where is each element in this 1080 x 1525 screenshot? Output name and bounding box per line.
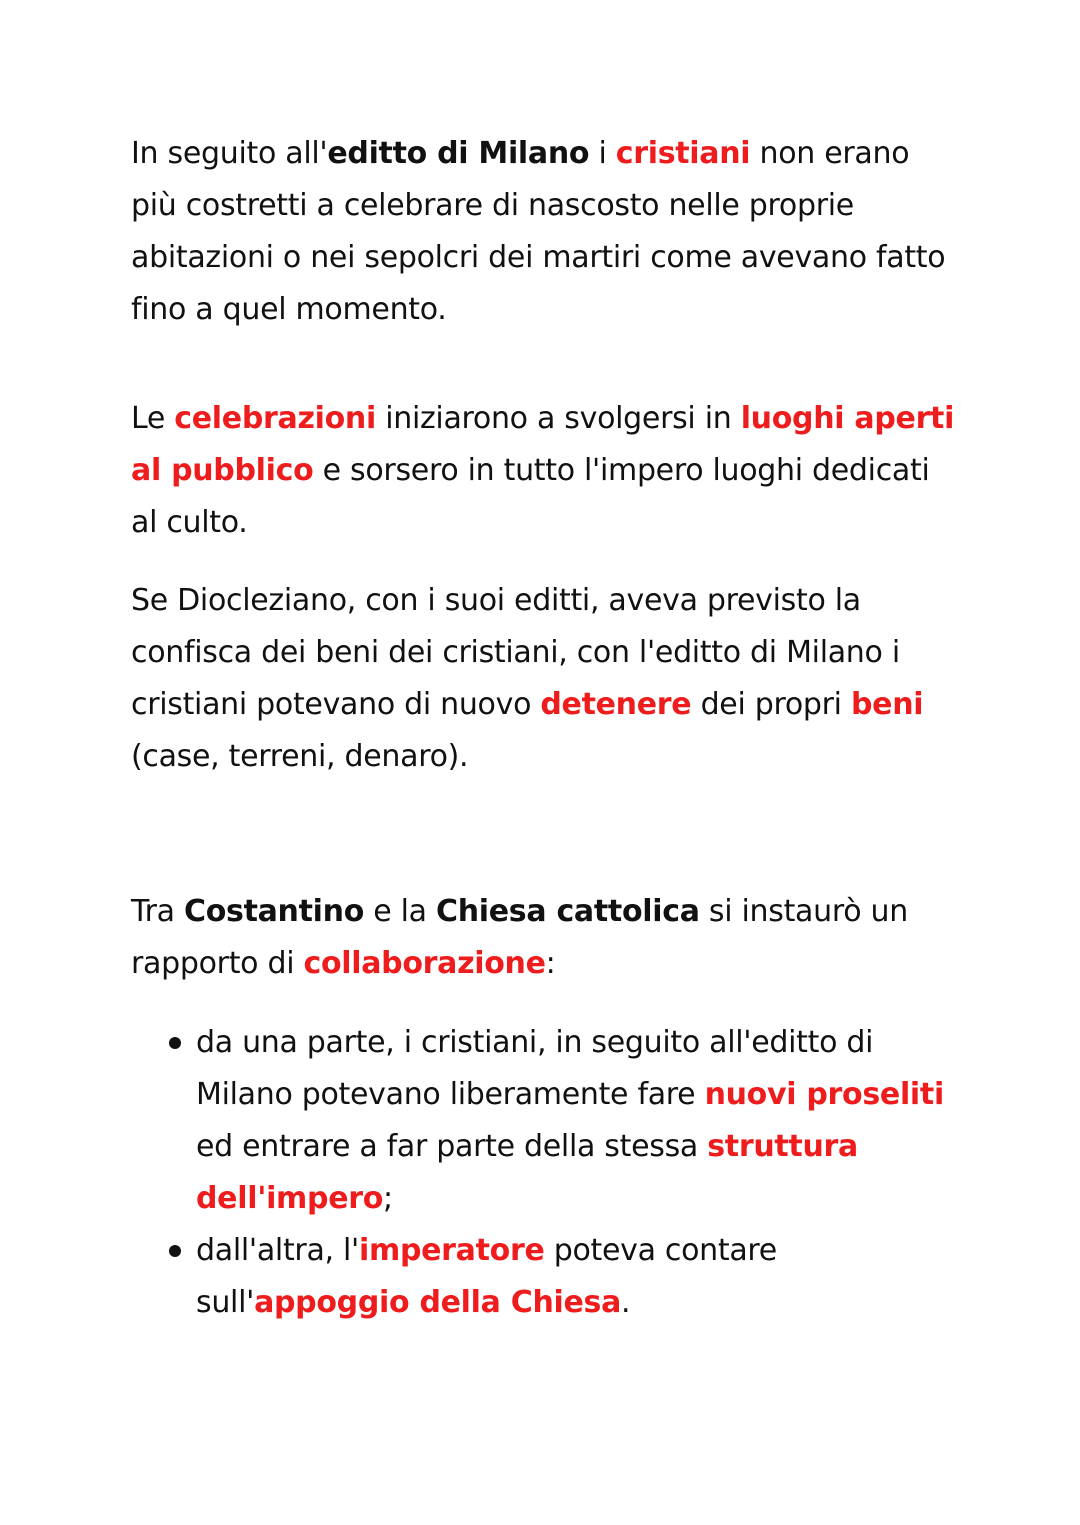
highlight-term-detenere: detenere: [540, 687, 692, 722]
highlight-term-struttura-dell-impero: struttura dell'impero: [196, 1129, 858, 1216]
paragraph-segment: e la: [364, 894, 436, 929]
highlight-term-imperatore: imperatore: [359, 1233, 545, 1268]
bullet-list: [131, 1017, 961, 1329]
paragraph-segment: non erano più costretti a celebrare di nascosto nelle proprie abitazioni o nei sepolcri dei martiri come avevano fatto fino a quel momento.: [131, 136, 946, 327]
list-item: [131, 1017, 961, 1225]
bullet-segment: ;: [383, 1181, 393, 1216]
list-item: [131, 1225, 961, 1329]
bullet-segment: .: [621, 1285, 631, 1320]
paragraph-segment: Le: [131, 401, 175, 436]
paragraph-segment: i: [589, 136, 616, 171]
paragraph-segment: Se Diocleziano, con i suoi editti, aveva previsto la confisca dei beni dei cristiani, con l'editto di Milano i cristiani potevano di nuovo: [131, 583, 900, 722]
paragraph-costantino-chiesa: [131, 886, 961, 990]
paragraph-segment: :: [545, 946, 556, 981]
bold-term-chiesa-cattolica: Chiesa cattolica: [436, 894, 700, 929]
bullet-segment: dall'altra, l': [196, 1233, 359, 1268]
paragraph-celebrazioni: [131, 393, 961, 549]
paragraph-segment: dei propri: [691, 687, 851, 722]
highlight-term-nuovi-proseliti: nuovi proseliti: [704, 1077, 944, 1112]
bullet-dot-icon: [169, 1037, 181, 1049]
highlight-term-cristiani: cristiani: [615, 136, 751, 171]
bullet-dot-icon: [169, 1245, 181, 1257]
bullet-segment: ed entrare a far parte della stessa: [196, 1129, 708, 1164]
paragraph-segment: In seguito all': [131, 136, 328, 171]
bullet-segment: da una parte, i cristiani, in seguito all'editto di Milano potevano liberamente fare: [196, 1025, 874, 1112]
highlight-term-celebrazioni: celebrazioni: [174, 401, 376, 436]
highlight-term-beni: beni: [850, 687, 924, 722]
paragraph-segment: si instaurò un rapporto di: [131, 894, 908, 981]
paragraph-segment: iniziarono a svolgersi in: [375, 401, 741, 436]
paragraph-segment: Tra: [131, 894, 184, 929]
bold-term-editto-di-milano: editto di Milano: [327, 136, 590, 171]
paragraph-editto-milano: [131, 128, 961, 336]
highlight-term-luoghi-aperti: luoghi aperti al pubblico: [131, 401, 955, 488]
paragraph-segment: e sorsero in tutto l'impero luoghi dedicati al culto.: [131, 453, 930, 540]
bullet-segment: poteva contare sull': [196, 1233, 777, 1320]
highlight-term-appoggio-della-chiesa: appoggio della Chiesa: [254, 1285, 622, 1320]
bold-term-costantino: Costantino: [183, 894, 365, 929]
highlight-term-collaborazione: collaborazione: [303, 946, 546, 981]
paragraph-diocleziano: [131, 575, 961, 783]
paragraph-segment: (case, terreni, denaro).: [131, 739, 469, 774]
